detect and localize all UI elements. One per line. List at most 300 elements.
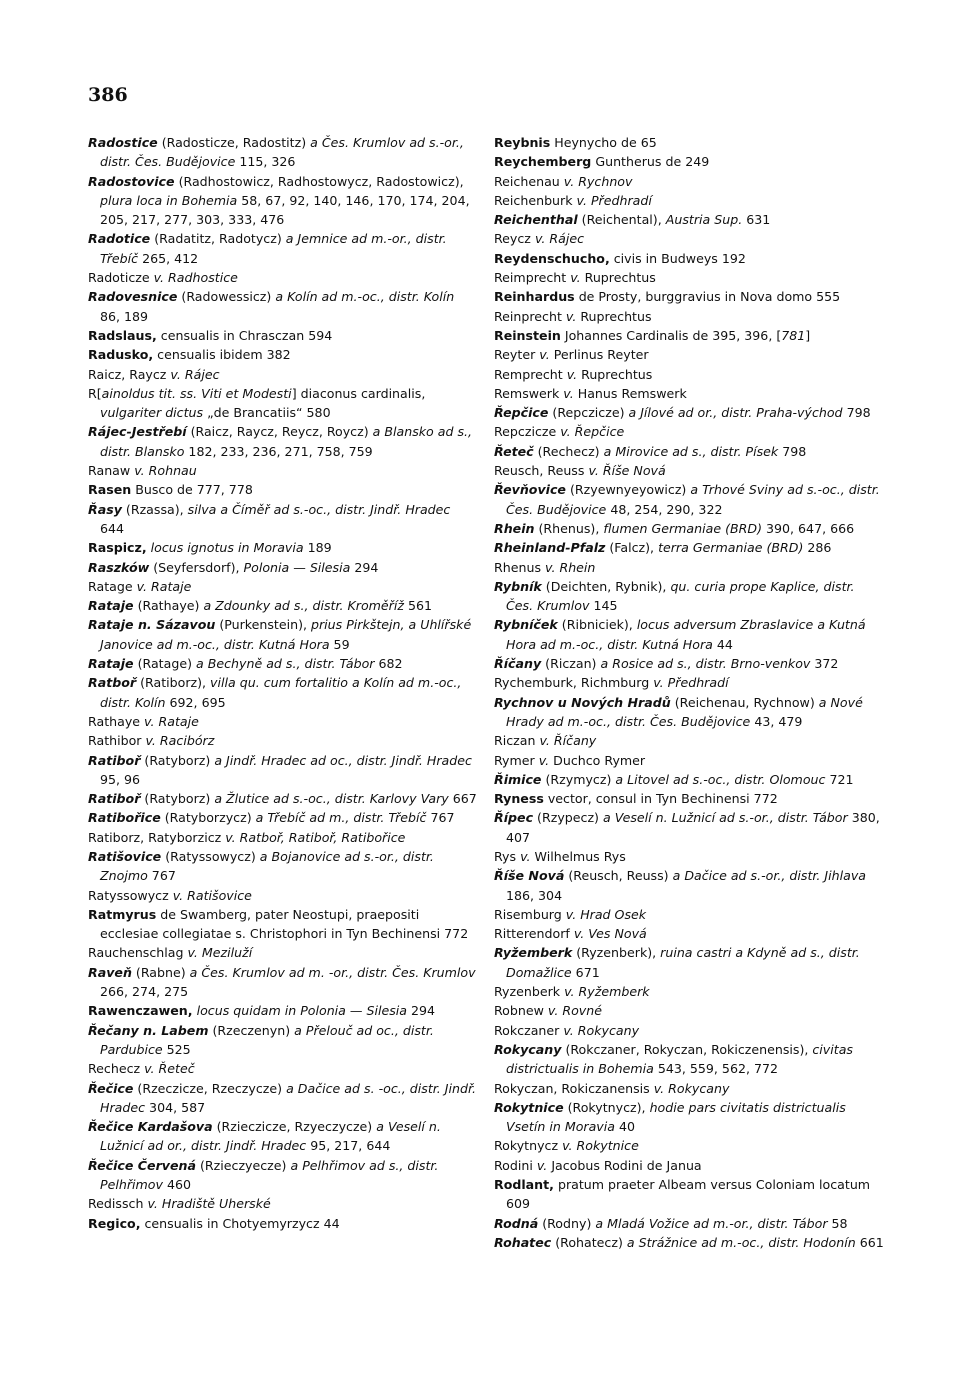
entry-text: (Purkenstein),: [215, 617, 311, 633]
entry-text: 798: [778, 443, 807, 459]
entry-text: (Seyfersdorf),: [149, 559, 244, 575]
entry-headword: Raspicz,: [88, 540, 147, 556]
entry-text: v. Radhostice: [153, 270, 238, 286]
entry-headword: Radusko,: [88, 347, 154, 363]
entry-text: (Rzymycz): [541, 771, 616, 787]
entry-text: Remswerk: [494, 385, 564, 401]
entry-text: (Reusch, Reuss): [564, 868, 673, 884]
entry-text: 767: [426, 810, 455, 826]
entry-text: a Veselí n. Lužnicí ad s.-or., distr. Tábor: [602, 810, 848, 826]
entry-text: (Ratyborzycz): [160, 810, 256, 826]
entry-text: v. Říčany: [539, 733, 597, 749]
entry-headword: Reybnis: [494, 135, 551, 150]
entry-text: 266, 274, 275: [100, 984, 189, 1000]
index-entry: [88, 558, 478, 577]
index-entry: [494, 345, 884, 364]
entry-text: v. Rovné: [547, 1003, 602, 1019]
entry-text: 145: [589, 598, 618, 614]
entry-text: terra Germaniae (BRD): [658, 540, 804, 556]
entry-headword: Řečany n. Labem: [88, 1022, 209, 1038]
entry-text: (Raicz, Raycz, Reycz, Roycz): [186, 424, 373, 440]
entry-headword: Rohatec: [494, 1234, 552, 1250]
index-entry: [494, 210, 884, 229]
entry-text: 48, 254, 290, 322: [606, 501, 723, 517]
entry-text: 86, 189: [100, 308, 149, 324]
entry-text: a Bechyně ad s., distr. Tábor: [196, 656, 375, 672]
index-entry: [88, 1194, 478, 1213]
entry-headword: Rhein: [494, 520, 535, 536]
index-entry: [494, 1214, 884, 1233]
index-entry: [88, 1079, 478, 1118]
entry-text: a Čes. Krumlov ad s.-or., distr. Čes. Budějovice: [100, 135, 464, 170]
entry-text: 631: [742, 212, 771, 228]
entry-text: Wilhelmus Rys: [530, 848, 626, 864]
entry-text: v. Hrad Osek: [565, 906, 647, 922]
entry-headword: Ratibořice: [88, 810, 161, 826]
entry-text: v. Předhradí: [653, 675, 729, 691]
entry-headword: Rychnov u Nových Hradů: [494, 694, 671, 710]
entry-text: (Ratyborz): [140, 791, 215, 807]
index-entry: [494, 442, 884, 461]
entry-text: Duchco Rymer: [549, 752, 646, 768]
entry-text: v. Rohnau: [134, 463, 197, 479]
index-entry: [88, 673, 478, 712]
index-entry: [494, 249, 884, 268]
entry-text: (Ratiborz),: [136, 675, 211, 691]
index-entry: [494, 789, 884, 808]
entry-text: a Blansko ad s., distr. Blansko: [100, 424, 473, 459]
entry-text: Ritterendorf: [494, 926, 574, 942]
entry-headword: Řasy: [88, 501, 122, 517]
index-entry: [88, 905, 478, 944]
entry-text: (Radowessicz): [177, 289, 276, 305]
index-entry: [494, 751, 884, 770]
index-entry: [88, 326, 478, 345]
entry-headword: Reydenschucho,: [494, 250, 610, 266]
entry-text: (Rohatecz): [551, 1234, 627, 1250]
index-entry: [494, 558, 884, 577]
entry-text: (Riczan): [541, 656, 601, 672]
entry-text: v. Řepčice: [560, 424, 625, 440]
entry-text: vector, consul in Tyn Bechinensi 772: [543, 791, 778, 807]
entry-text: Rymer: [494, 752, 539, 768]
entry-text: a Mladá Vožice ad m.-or., distr. Tábor: [595, 1215, 828, 1231]
entry-text: Ratyssowycz: [88, 887, 173, 903]
entry-text: v. Ratboř, Ratiboř, Ratibořice: [225, 829, 406, 845]
index-entry: [88, 1117, 478, 1156]
entry-headword: Reychemberg: [494, 154, 592, 170]
entry-headword: Ratišovice: [88, 848, 162, 864]
entry-text: a Třebíč ad m., distr. Třebíč: [255, 810, 427, 826]
entry-text: (Radatitz, Radotycz): [150, 231, 286, 247]
index-entry: [88, 287, 478, 326]
entry-text: v. Řeteč: [144, 1061, 195, 1077]
entry-text: Redissch: [88, 1196, 148, 1212]
entry-text: 682: [374, 656, 403, 672]
index-entry: [88, 538, 478, 557]
index-entry: [88, 963, 478, 1002]
entry-text: Rhenus: [494, 559, 546, 575]
entry-text: Reinprecht: [494, 308, 566, 324]
entry-headword: Říčany: [494, 656, 542, 672]
entry-headword: Ratiboř: [88, 752, 141, 768]
entry-headword: Ratboř: [88, 675, 137, 691]
entry-text: Reichenau: [494, 173, 564, 189]
entry-text: 59: [329, 636, 350, 652]
entry-text: 798: [842, 405, 871, 421]
entry-headword: Rataje n. Sázavou: [88, 617, 216, 633]
entry-text: a Kolín ad m.-oc., distr. Kolín: [275, 289, 455, 305]
entry-text: v. Rychnov: [563, 173, 633, 189]
entry-text: civis in Budweys 192: [609, 250, 746, 266]
index-entry: [494, 287, 884, 306]
entry-text: (Falcz),: [605, 540, 659, 556]
entry-text: 304, 587: [145, 1099, 206, 1115]
entry-text: 43, 479: [750, 713, 803, 729]
entry-text: 265, 412: [138, 250, 199, 266]
entry-headword: Řevňovice: [494, 482, 566, 498]
entry-text: a Strážnice ad m.-oc., distr. Hodonín: [626, 1234, 856, 1250]
index-entry: [494, 519, 884, 538]
index-entry: [494, 480, 884, 519]
index-entry: [88, 133, 478, 172]
entry-text: (Ribniciek),: [557, 617, 637, 633]
index-entry: [494, 924, 884, 943]
entry-text: de Prosty, burggravius in Nova domo 555: [574, 289, 841, 305]
entry-text: v.: [566, 366, 578, 382]
entry-text: 721: [825, 771, 854, 787]
entry-text: (Deichten, Rybnik),: [541, 578, 671, 594]
entry-headword: Reinhardus: [494, 289, 575, 305]
entry-headword: Rawenczawen,: [88, 1003, 193, 1019]
entry-text: 115, 326: [235, 154, 296, 170]
index-column-right: [494, 133, 884, 1252]
entry-text: 40: [614, 1119, 635, 1135]
entry-text: v. Hradiště Uherské: [147, 1196, 271, 1212]
entry-text: (Recheсz): [533, 443, 604, 459]
entry-text: 286: [803, 540, 832, 556]
entry-text: Polonia — Silesia: [243, 559, 351, 575]
entry-text: (Repczicze): [548, 405, 629, 421]
entry-text: Raicz, Raycz: [88, 366, 171, 382]
entry-text: (Rodny): [538, 1215, 596, 1231]
entry-headword: Řečice Červená: [88, 1157, 196, 1173]
entry-text: a Čes. Krumlov ad m. -or., distr. Čes. Krumlov: [189, 964, 476, 980]
entry-text: Rokczaner: [494, 1022, 564, 1038]
entry-text: plura loca in Bohemia: [100, 192, 238, 208]
entry-text: Radoticze: [88, 270, 154, 286]
entry-text: a Trhové Sviny ad s.-oc., distr. Čes. Budějovice: [506, 482, 880, 517]
entry-text: v. Ryžemberk: [564, 984, 650, 1000]
entry-headword: Rokycany: [494, 1041, 562, 1057]
entry-text: civitas districtualis in Bohemia: [506, 1041, 853, 1077]
entry-text: Remprecht: [494, 366, 567, 382]
index-entry: [494, 365, 884, 384]
entry-text: (Rzeczicze, Rzeczycze): [133, 1080, 287, 1096]
entry-text: a Jemnice ad m.-or., distr. Třebíč: [100, 231, 447, 266]
entry-headword: Ratmyrus: [88, 906, 157, 922]
entry-text: Reycz: [494, 231, 535, 247]
entry-headword: Radovesnice: [88, 289, 178, 305]
entry-text: (Ryzenberk),: [572, 945, 661, 961]
index-entry: [494, 307, 884, 326]
index-entry: [494, 1098, 884, 1137]
index-entry: [88, 808, 478, 827]
index-entry: [494, 326, 884, 345]
entry-text: (Ratyborz): [140, 752, 215, 768]
entry-text: (Rzyewnyeyowicz): [565, 482, 691, 498]
index-entry: [494, 1021, 884, 1040]
index-entry: [88, 615, 478, 654]
entry-text: v. Rokycany: [653, 1080, 730, 1096]
entry-text: qu. curia prope Kaplice, distr. Čes. Krumlov: [506, 578, 855, 614]
index-entry: [88, 1059, 478, 1078]
entry-headword: Řečice Kardašova: [88, 1119, 213, 1135]
index-entry: [494, 229, 884, 248]
entry-text: a Mirovice ad s., distr. Písek: [603, 443, 779, 459]
entry-text: Guntherus de 249: [591, 154, 710, 170]
index-entry: [494, 673, 884, 692]
entry-text: v. Rataje: [136, 578, 192, 594]
entry-text: (Rabne): [131, 964, 190, 980]
entry-text: locus ignotus in Moravia: [150, 540, 304, 556]
entry-text: (Ratage): [133, 656, 196, 672]
entry-text: silva a Číměř ad s.-oc., distr. Jindř. Hradec: [187, 501, 451, 517]
entry-text: 44: [712, 636, 733, 652]
entry-text: censualis in Chotyemyrzycz 44: [140, 1215, 340, 1231]
index-entry: [494, 943, 884, 982]
entry-text: Recheсz: [88, 1061, 145, 1077]
entry-text: locus quidam in Polonia — Silesia: [196, 1003, 408, 1019]
index-entry: [494, 1040, 884, 1079]
entry-headword: Radostovice: [88, 173, 175, 189]
entry-text: Johannes Cardinalis de 395, 396, [: [560, 327, 782, 343]
entry-text: ainoldus tit. ss. Viti et Modesti: [101, 385, 292, 401]
entry-headword: Rybník: [494, 578, 542, 594]
index-entry: [494, 693, 884, 732]
entry-text: a Dačice ad s.-or., distr. Jihlava: [672, 868, 867, 884]
entry-text: pratum praeter Albeam versus Coloniam locatum 609: [506, 1177, 871, 1212]
entry-text: Ruprechtus: [580, 270, 656, 286]
entry-text: v.: [520, 848, 531, 864]
entry-text: 390, 647, 666: [762, 520, 855, 536]
entry-text: Heynycho de 65: [550, 135, 657, 150]
index-entry: [88, 847, 478, 886]
entry-text: (Radhostowicz, Radhostowycz, Radostowicz),: [174, 173, 464, 189]
entry-headword: Řečice: [88, 1080, 134, 1096]
index-entry: [494, 615, 884, 654]
index-entry: [494, 1233, 884, 1252]
entry-text: 661: [855, 1234, 884, 1250]
entry-headword: Ryness: [494, 791, 544, 807]
index-entry: [494, 403, 884, 422]
index-entry: [494, 191, 884, 210]
entry-text: Ratiborz, Ratyborzicz: [88, 829, 226, 845]
index-entry: [88, 654, 478, 673]
entry-text: R[: [88, 385, 102, 401]
entry-text: Ratage: [88, 578, 137, 594]
entry-text: ruina castri a Kdyně ad s., distr. Domažlice: [506, 945, 860, 980]
entry-headword: Raveň: [88, 964, 132, 980]
index-entry: [88, 1021, 478, 1060]
entry-text: Rys: [494, 848, 521, 864]
entry-text: Rychemburk, Richmburg: [494, 675, 654, 691]
entry-text: 644: [100, 520, 125, 536]
entry-text: v.: [536, 1157, 548, 1173]
entry-text: (Ratyssowycz): [161, 848, 260, 864]
entry-text: 372: [810, 656, 839, 672]
entry-text: (Reichental),: [577, 212, 666, 228]
entry-text: a Jílové ad or., distr. Praha-východ: [628, 405, 843, 421]
index-entry: [88, 268, 478, 287]
entry-text: Ruprechtus: [576, 308, 652, 324]
entry-text: Ranaw: [88, 463, 135, 479]
entry-text: Reusch, Reuss: [494, 463, 589, 479]
entry-text: a Pelhřimov ad s., distr. Pelhřimov: [100, 1157, 439, 1193]
entry-text: (Rzieczicze, Rzyeczycze): [212, 1119, 377, 1135]
entry-text: 294: [350, 559, 379, 575]
index-entry: [88, 172, 478, 230]
entry-headword: Rokytnice: [494, 1099, 564, 1115]
entry-text: ]: [805, 327, 811, 343]
index-entry: [88, 384, 478, 423]
index-entry: [494, 268, 884, 287]
index-entry: [494, 384, 884, 403]
index-entry: [494, 577, 884, 616]
index-entry: [494, 847, 884, 866]
entry-text: Reyter: [494, 347, 540, 363]
entry-text: a Bojanovice ad s.-or., distr. Znojmo: [100, 848, 434, 884]
entry-text: censualis ibidem 382: [153, 347, 291, 363]
entry-text: v. Předhradí: [576, 192, 652, 208]
index-entry: [88, 577, 478, 596]
entry-text: a Rosice ad s., distr. Brno-venkov: [600, 656, 811, 672]
index-entry: [88, 789, 478, 808]
index-entry: [494, 422, 884, 441]
entry-headword: Rodlant,: [494, 1177, 554, 1193]
entry-text: v. Ratišovice: [172, 887, 252, 903]
entry-text: v. Rhein: [545, 559, 596, 575]
entry-text: Busco de 777, 778: [131, 482, 253, 498]
index-entry: [494, 1136, 884, 1155]
entry-text: v. Rájec: [534, 231, 585, 247]
index-entry: [494, 172, 884, 191]
entry-text: 380, 407: [506, 810, 880, 845]
entry-text: prius Pirkštejn, a Uhlířské Janovice ad m.-oc., distr. Kutná Hora: [100, 617, 472, 652]
index-entry: [88, 596, 478, 615]
entry-text: v. Meziluží: [187, 945, 253, 961]
index-entry: [494, 654, 884, 673]
entry-text: (Rathaye): [133, 598, 204, 614]
entry-text: 460: [162, 1177, 191, 1193]
index-entry: [494, 1001, 884, 1020]
entry-text: a Veselí n. Lužnicí ad or., distr. Jindř. Hradec: [100, 1119, 441, 1154]
entry-text: 525: [162, 1041, 191, 1057]
entry-text: (Rhenus),: [534, 520, 604, 536]
entry-headword: Rodná: [494, 1215, 539, 1231]
entry-text: a Nové Hrady ad m.-oc., distr. Čes. Budějovice: [506, 694, 863, 729]
entry-text: v. Racibórz: [145, 733, 215, 749]
entry-text: v. Říše Nová: [588, 463, 666, 479]
entry-text: a Zdounky ad s., distr. Kroměříž: [203, 598, 404, 614]
entry-text: v.: [570, 270, 581, 286]
entry-text: a Dačice ad s. -oc., distr. Jindř. Hradec: [100, 1080, 476, 1115]
entry-text: Rathibor: [88, 733, 146, 749]
entry-text: Perlinus Reyter: [549, 347, 649, 363]
index-entry: [494, 1175, 884, 1214]
entry-headword: Ratiboř: [88, 791, 141, 807]
index-entry: [494, 538, 884, 557]
entry-text: v.: [539, 347, 550, 363]
entry-text: Repczicze: [494, 424, 561, 440]
entry-text: Reimprecht: [494, 270, 571, 286]
entry-text: Robnew: [494, 1003, 548, 1019]
index-entry: [88, 500, 478, 539]
entry-text: villa qu. cum fortalitio a Kolín ad m.-oc., distr. Kolín: [100, 675, 462, 710]
index-entry: [88, 345, 478, 364]
entry-text: v.: [563, 385, 574, 401]
entry-text: v. Rokycany: [563, 1022, 640, 1038]
entry-text: Rokytnycz: [494, 1138, 563, 1154]
entry-text: 781: [781, 327, 806, 343]
entry-text: v. Ves Nová: [573, 926, 647, 942]
entry-text: de Swamberg, pater Neostupi, praepositi ecclesiae collegiatae s. Christophori in Tyn Bechinensi 772: [100, 906, 469, 942]
entry-headword: Rasen: [88, 482, 132, 498]
index-entry: [88, 1214, 478, 1233]
entry-text: 543, 559, 562, 772: [653, 1061, 779, 1077]
index-entry: [494, 982, 884, 1001]
entry-text: 767: [147, 868, 176, 884]
entry-text: Hanus Remswerk: [573, 385, 687, 401]
entry-text: v. Rokytnice: [562, 1138, 639, 1154]
entry-text: 671: [571, 964, 600, 980]
entry-text: 692, 695: [165, 694, 226, 710]
entry-text: (Rzassa),: [121, 501, 188, 517]
entry-text: Risemburg: [494, 906, 566, 922]
entry-text: 95, 96: [100, 771, 141, 787]
entry-text: „de Brancatiis“ 580: [203, 405, 331, 421]
entry-text: 186, 304: [506, 887, 563, 903]
entry-text: Reichenburk: [494, 192, 577, 208]
index-entry: [494, 808, 884, 847]
entry-headword: Rheinland-Pfalz: [494, 540, 606, 556]
entry-text: v.: [538, 752, 550, 768]
index-entry: [494, 152, 884, 171]
entry-text: Riczan: [494, 733, 540, 749]
entry-text: 189: [303, 540, 332, 556]
entry-headword: Rataje: [88, 598, 134, 614]
entry-headword: Řepčice: [494, 405, 549, 421]
index-entry: [88, 943, 478, 962]
entry-headword: Rájec-Jestřebí: [88, 424, 187, 440]
index-entry: [494, 731, 884, 750]
entry-text: 58: [827, 1215, 848, 1231]
entry-text: Austria Sup.: [665, 212, 743, 228]
entry-text: (Rzeczenyn): [208, 1022, 295, 1038]
entry-headword: Radotice: [88, 231, 151, 247]
index-entry: [88, 751, 478, 790]
index-entry: [88, 712, 478, 731]
entry-text: a Přelouč ad oc., distr. Pardubice: [100, 1022, 434, 1057]
entry-headword: Rybníček: [494, 617, 558, 633]
index-entry: [88, 229, 478, 268]
index-entry: [494, 770, 884, 789]
entry-text: flumen Germaniae (BRD): [603, 520, 762, 536]
entry-text: ] diaconus cardinalis,: [291, 385, 426, 401]
entry-headword: Radostice: [88, 135, 158, 150]
index-entry: [494, 1156, 884, 1175]
index-entry: [494, 133, 884, 152]
